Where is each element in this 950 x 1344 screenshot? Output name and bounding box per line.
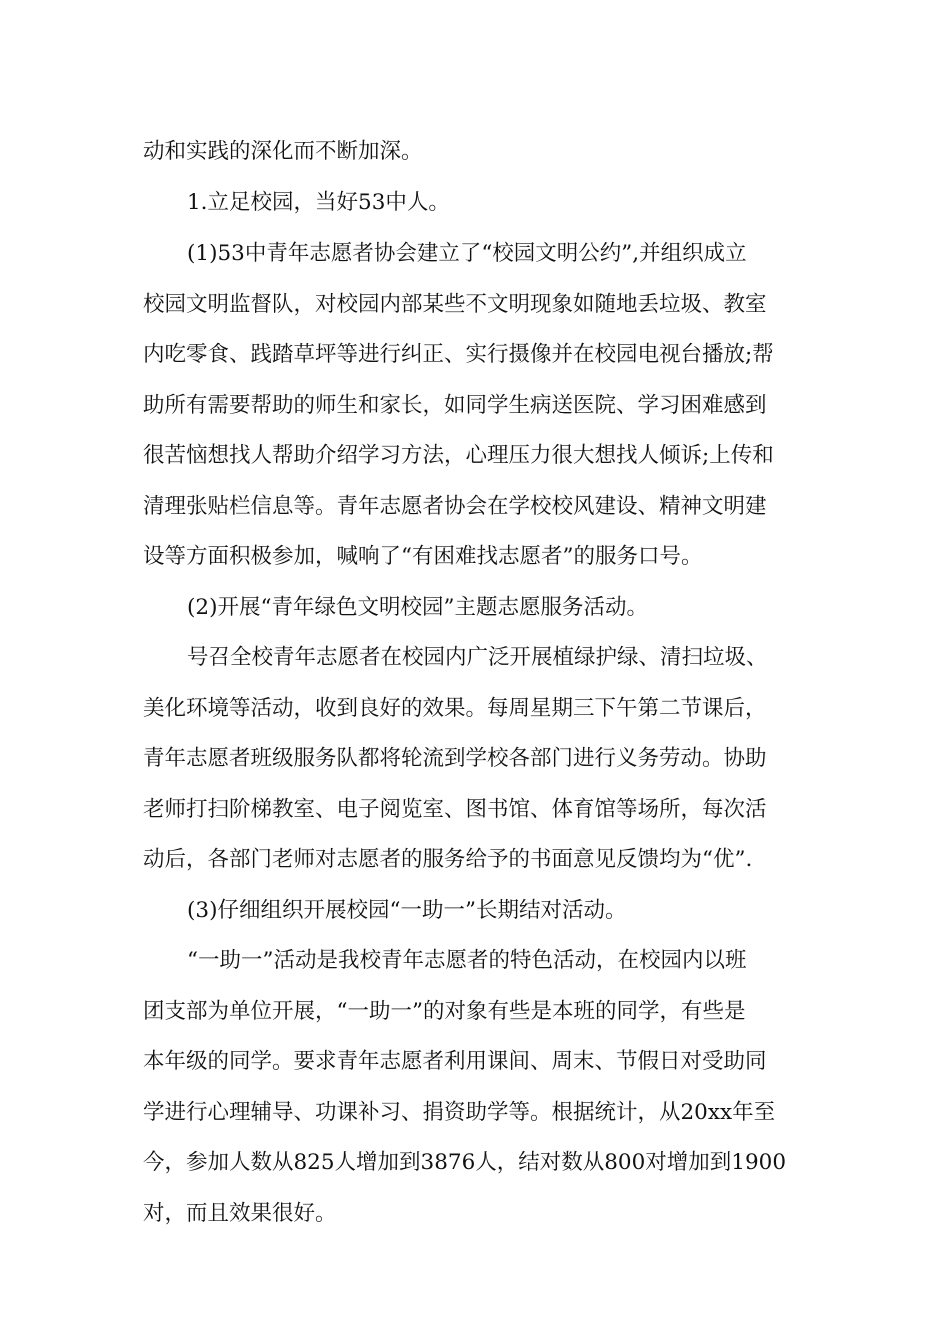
paragraph-line: 团支部为单位开展，“一助一”的对象有些是本班的同学，有些是	[143, 999, 746, 1024]
section-heading: 1.立足校园，当好53中人。	[187, 190, 450, 215]
paragraph-line: 青年志愿者班级服务队都将轮流到学校各部门进行义务劳动。协助	[143, 746, 767, 771]
paragraph-line: 对，而且效果很好。	[143, 1201, 337, 1226]
paragraph-line: 老师打扫阶梯教室、电子阅览室、图书馆、体育馆等场所，每次活	[143, 797, 767, 822]
paragraph-line: 学进行心理辅导、功课补习、捐资助学等。根据统计，从20xx年至	[143, 1100, 776, 1125]
paragraph-line: (1)53中青年志愿者协会建立了“校园文明公约”,并组织成立	[187, 241, 747, 266]
paragraph-line: 内吃零食、践踏草坪等进行纠正、实行摄像并在校园电视台播放;帮	[143, 342, 774, 367]
paragraph-line: 本年级的同学。要求青年志愿者利用课间、周末、节假日对受助同	[143, 1049, 767, 1074]
paragraph-line: 动后，各部门老师对志愿者的服务给予的书面意见反馈均为“优”.	[143, 847, 753, 872]
paragraph-line: 设等方面积极参加，喊响了“有困难找志愿者”的服务口号。	[143, 544, 703, 569]
paragraph-line: 清理张贴栏信息等。青年志愿者协会在学校校风建设、精神文明建	[143, 494, 767, 519]
paragraph-line: 号召全校青年志愿者在校园内广泛开展植绿护绿、清扫垃圾、	[187, 645, 768, 670]
subsection-heading: (2)开展“青年绿色文明校园”主题志愿服务活动。	[187, 595, 648, 620]
paragraph-line: 今，参加人数从825人增加到3876人，结对数从800对增加到1900	[143, 1150, 787, 1175]
subsection-heading: (3)仔细组织开展校园“一助一”长期结对活动。	[187, 898, 627, 923]
paragraph-line: 美化环境等活动，收到良好的效果。每周星期三下午第二节课后，	[143, 696, 767, 721]
paragraph-line: “一助一”活动是我校青年志愿者的特色活动，在校园内以班	[187, 948, 747, 973]
paragraph-line: 校园文明监督队，对校园内部某些不文明现象如随地丢垃圾、教室	[143, 292, 767, 317]
text-line: 动和实践的深化而不断加深。	[143, 139, 423, 164]
paragraph-line: 很苦恼想找人帮助介绍学习方法，心理压力很大想找人倾诉;上传和	[143, 443, 774, 468]
paragraph-line: 助所有需要帮助的师生和家长，如同学生病送医院、学习困难感到	[143, 393, 767, 418]
